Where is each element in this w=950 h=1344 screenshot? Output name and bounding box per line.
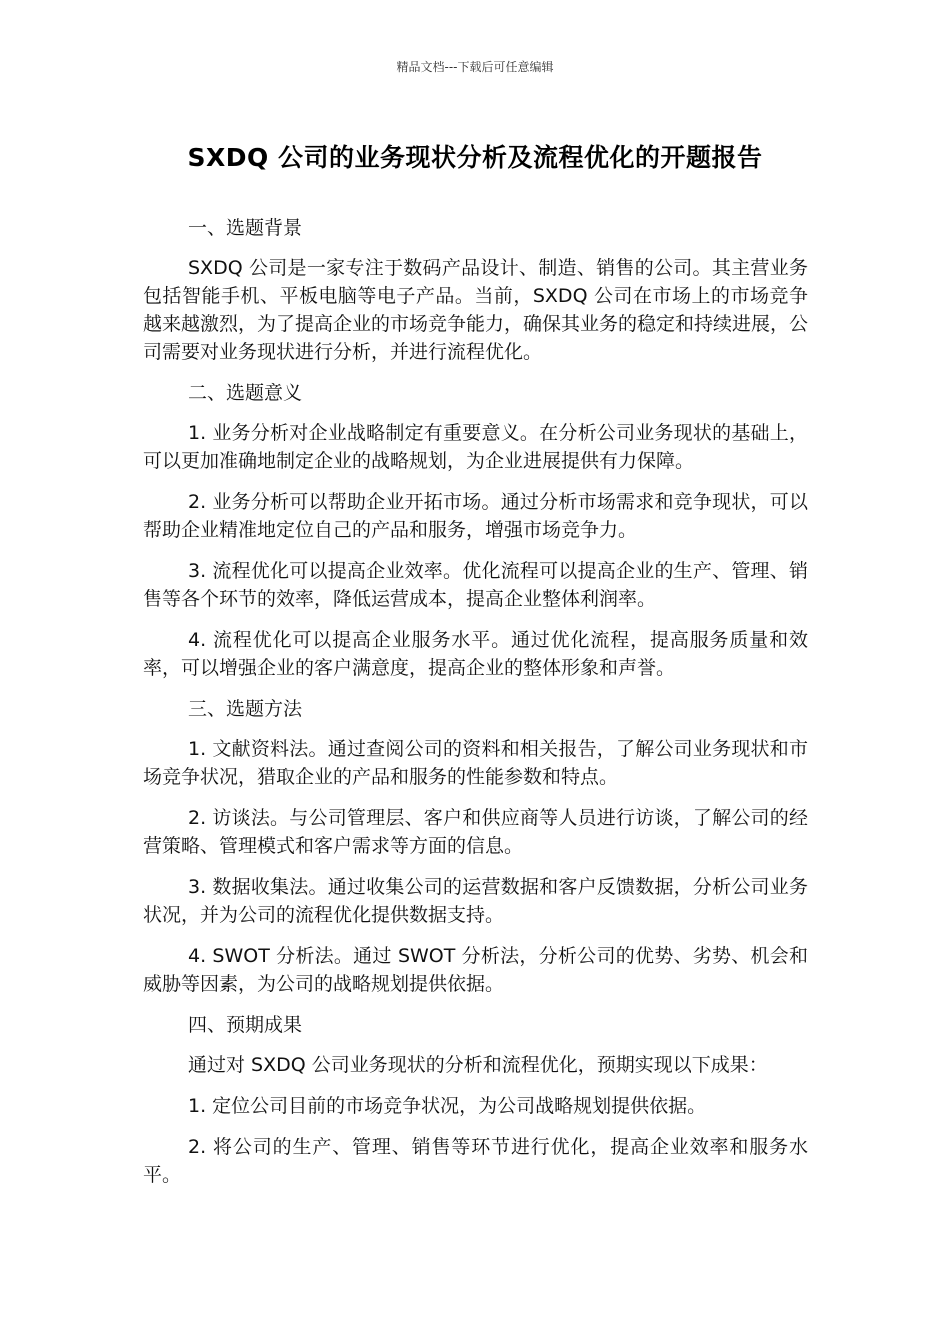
paragraph: 4. SWOT 分析法。通过 SWOT 分析法，分析公司的优势、劣势、机会和威胁等因素，为公司的战略规划提供依据。 — [143, 945, 808, 995]
paragraph: 2. 访谈法。与公司管理层、客户和供应商等人员进行访谈，了解公司的经营策略、管理模式和客户需求等方面的信息。 — [143, 807, 808, 857]
paragraph: SXDQ 公司是一家专注于数码产品设计、制造、销售的公司。其主营业务包括智能手机、平板电脑等电子产品。当前，SXDQ 公司在市场上的市场竞争越来越激烈，为了提高企业的市场竞争能力，确保其业务的稳定和持续进展，公司需要对业务现状进行分析，并进行流程优化。 — [143, 257, 809, 363]
paragraph: 1. 业务分析对企业战略制定有重要意义。在分析公司业务现状的基础上，可以更加准确地制定企业的战略规划，为企业进展提供有力保障。 — [143, 422, 808, 472]
paragraph: 3. 流程优化可以提高企业效率。优化流程可以提高企业的生产、管理、销售等各个环节的效率，降低运营成本，提高企业整体利润率。 — [143, 560, 808, 610]
section-methods — [143, 695, 808, 998]
paragraph: 3. 数据收集法。通过收集公司的运营数据和客户反馈数据，分析公司业务状况，并为公司的流程优化提供数据支持。 — [143, 876, 808, 926]
section-background — [143, 214, 808, 366]
section-heading: 一、选题背景 — [188, 217, 303, 239]
section-significance — [143, 379, 808, 682]
section-heading: 二、选题意义 — [188, 382, 303, 404]
section-heading: 三、选题方法 — [188, 698, 303, 720]
document-body — [143, 214, 808, 1202]
section-heading: 四、预期成果 — [188, 1014, 303, 1036]
section-expected-results — [143, 1011, 808, 1189]
paragraph: 1. 定位公司目前的市场竞争状况，为公司战略规划提供依据。 — [188, 1095, 707, 1117]
paragraph: 通过对 SXDQ 公司业务现状的分析和流程优化，预期实现以下成果： — [188, 1054, 768, 1076]
paragraph: 2. 将公司的生产、管理、销售等环节进行优化，提高企业效率和服务水平。 — [143, 1136, 808, 1186]
paragraph: 4. 流程优化可以提高企业服务水平。通过优化流程，提高服务质量和效率，可以增强企业的客户满意度，提高企业的整体形象和声誉。 — [143, 629, 808, 679]
paragraph: 1. 文献资料法。通过查阅公司的资料和相关报告，了解公司业务现状和市场竞争状况，猎取企业的产品和服务的性能参数和特点。 — [143, 738, 808, 788]
paragraph: 2. 业务分析可以帮助企业开拓市场。通过分析市场需求和竞争现状，可以帮助企业精准地定位自己的产品和服务，增强市场竞争力。 — [143, 491, 808, 541]
page-header-note: 精品文档---下载后可任意编辑 — [396, 60, 554, 74]
document-title: SXDQ 公司的业务现状分析及流程优化的开题报告 — [187, 143, 763, 172]
